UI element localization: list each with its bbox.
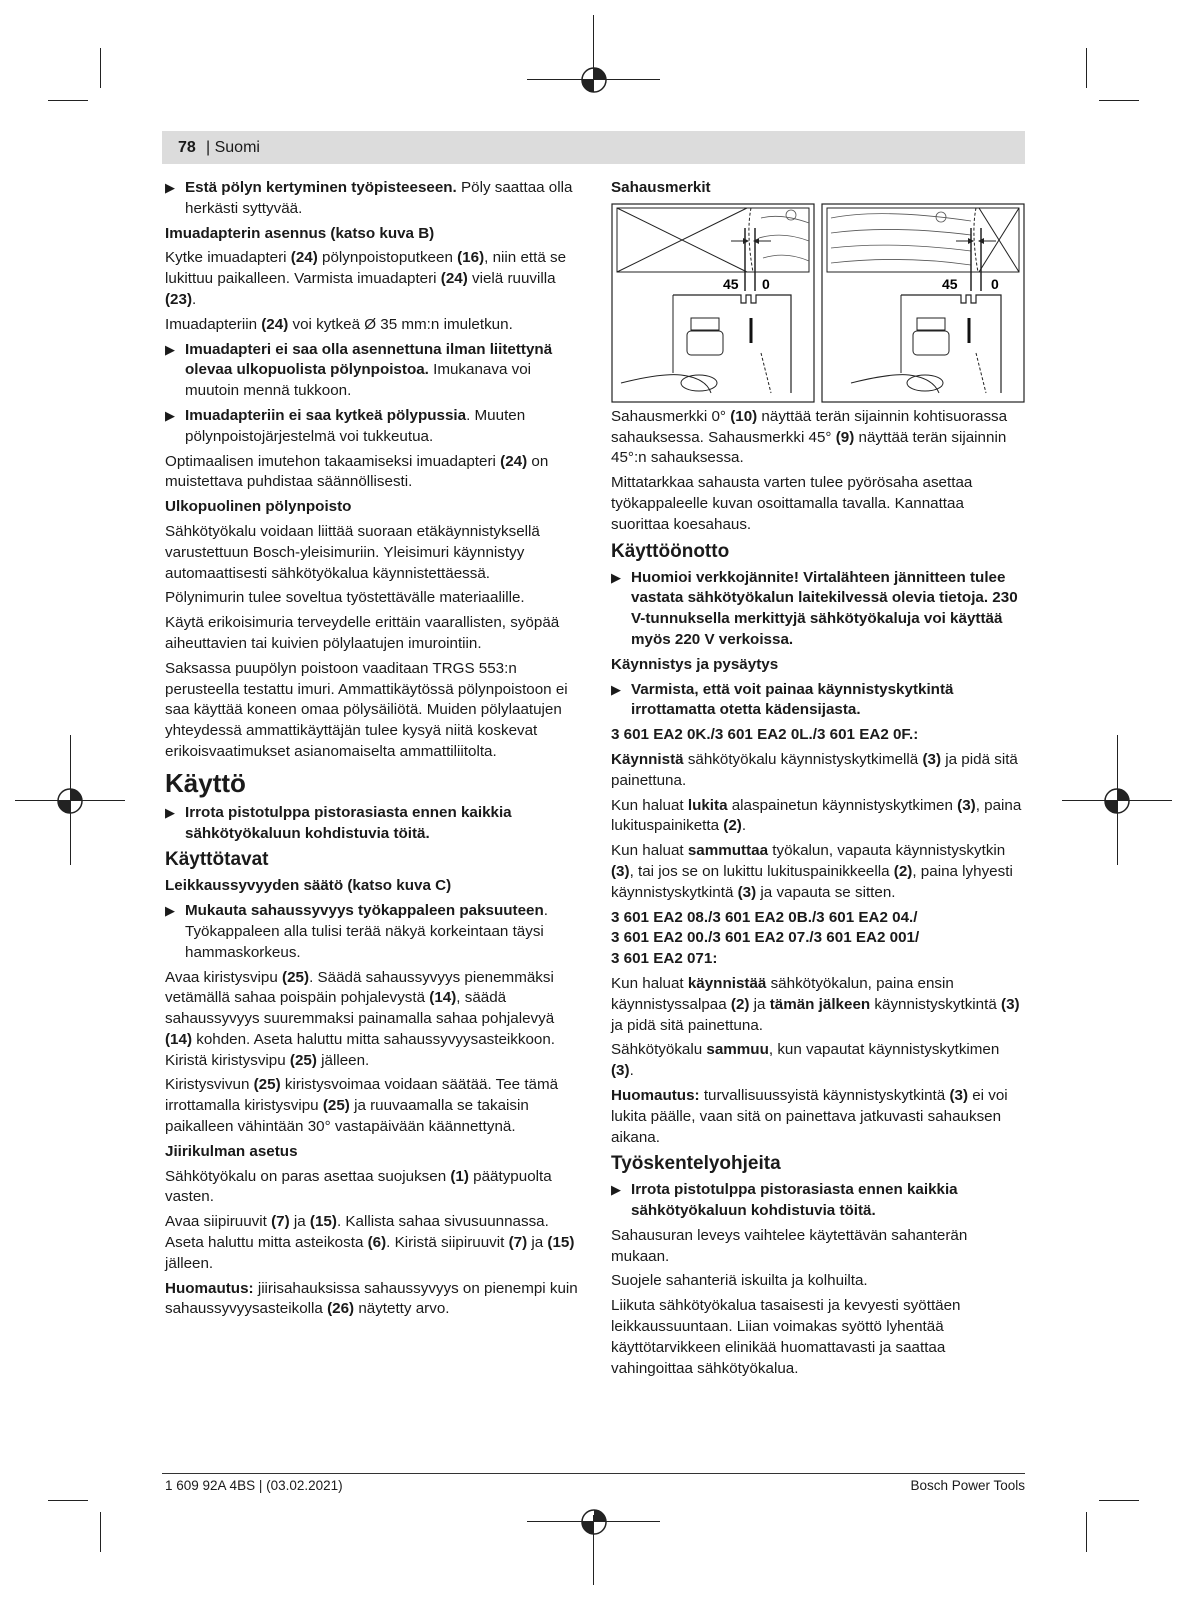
mark-45-label: 45: [942, 275, 958, 292]
mark-0-label: 0: [762, 275, 770, 292]
header-bar: [162, 131, 1025, 164]
saw-marks-figures: [611, 203, 1025, 403]
crop-mark: [1099, 1500, 1139, 1501]
registration-mark-icon: [53, 784, 87, 818]
page-section: | Suomi: [206, 139, 260, 156]
paragraph: Imuadapteriin (24) voi kytkeä Ø 35 mm:n imuletkun.: [165, 315, 513, 333]
paragraph: Suojele sahanteriä iskuilta ja kolhuilta.: [611, 1272, 868, 1290]
mark-0-label: 0: [991, 275, 999, 292]
subheading: Leikkaussyvyyden säätö (katso kuva C): [165, 877, 452, 895]
arrow-bullet-icon: ▶: [611, 1182, 621, 1198]
crop-mark: [1099, 100, 1139, 101]
paragraph: Mittatarkkaa sahausta varten tulee pyörösaha asettaa työkappaleelle kuvan osoittamalla tavalla. Kannattaa suorittaa koesahaus.: [611, 474, 973, 533]
paragraph: Kun haluat lukita alaspainetun käynnistyskytkimen (3), paina lukituspainiketta (2).: [611, 796, 1022, 835]
warning-item: ▶ Huomioi verkkojännite! Virtalähteen jännitteen tulee vastata sähkötyökalun laitekilvessä olevia tietoja. 230 V-tunnuksella merkittyjä sähkötyökaluja voi käyttää myös 220 V verkoissa.: [611, 568, 1018, 648]
footer-doc-id: 1 609 92A 4BS | (03.02.2021): [165, 1478, 343, 1493]
paragraph: Kytke imuadapteri (24) pölynpoistoputkeen (16), niin että se lukittuu paikalleen. Varmista imuadapteri (24) vielä ruuvilla (23).: [165, 249, 567, 308]
subheading: Jiirikulman asetus: [165, 1142, 298, 1160]
subheading: Sahausmerkit: [611, 179, 711, 196]
saw-mark-0-figure: [611, 203, 815, 403]
paragraph: Sahausuran leveys vaihtelee käytettävän sahanterän mukaan.: [611, 1226, 968, 1265]
page-number: 78: [178, 139, 196, 156]
paragraph: Sähkötyökalu voidaan liittää suoraan etäkäynnistyksellä varustettuun Bosch-yleisimuriin. Yleisimuri käynnistyy automaattisesti sähkötyökalua käynnistettäessä.: [165, 522, 540, 582]
registration-mark-icon: [577, 1505, 611, 1539]
crop-mark: [48, 100, 88, 101]
arrow-bullet-icon: ▶: [611, 569, 621, 585]
paragraph: Saksassa puupölyn poistoon vaaditaan TRGS 553:n perusteella testattu imuri. Ammattikäytössä pölynpoistoon ei saa käyttää koneen omaa pölysäiliötä. Muiden pölylaatujen yhteydessä ammattikäyttäjän tulee kysyä niitä koskevat erikoisvaatimukset asianomaiselta ammattiliitolta.: [165, 659, 568, 760]
arrow-bullet-icon: ▶: [611, 681, 621, 697]
warning-item: ▶ Imuadapteri ei saa olla asennettuna ilman liitettynä olevaa ulkopuolista pölynpoistoa. Imukanava voi muutoin mennä tukkoon.: [165, 340, 553, 400]
warning-item: ▶ Mukauta sahaussyvyys työkappaleen paksuuteen. Työkappaleen alla tulisi terää näkyä korkeintaan täysi hammaskorkeus.: [165, 902, 548, 961]
paragraph: Huomautus: turvallisuussyistä käynnistyskytkintä (3) ei voi lukita päälle, vaan sitä on painettava jatkuvasti sahauksen aikana.: [611, 1086, 1008, 1146]
subheading: 3 601 EA2 08./3 601 EA2 0B./3 601 EA2 04./ 3 601 EA2 00./3 601 EA2 07./3 601 EA2 001/ 3 601 EA2 071:: [611, 908, 920, 968]
footer-brand: Bosch Power Tools: [910, 1478, 1025, 1493]
paragraph: Sahausmerkki 0° (10) näyttää terän sijainnin kohtisuorassa sahauksessa. Sahausmerkki 45° (9) näyttää terän sijainnin 45°:n sahauksessa.: [611, 407, 1008, 467]
arrow-bullet-icon: ▶: [165, 341, 175, 357]
subheading: Ulkopuolinen pölynpoisto: [165, 498, 352, 516]
arrow-bullet-icon: ▶: [165, 180, 175, 195]
paragraph: Avaa siipiruuvit (7) ja (15). Kallista sahaa sivusuunnassa. Aseta haluttu mitta asteikosta (6). Kiristä siipiruuvit (7) ja (15) jälleen.: [165, 1213, 575, 1272]
mark-45-label: 45: [723, 275, 739, 292]
subheading: Käynnistys ja pysäytys: [611, 655, 779, 673]
crop-mark: [48, 1500, 88, 1501]
paragraph: Käynnistä sähkötyökalu käynnistyskytkimellä (3) ja pidä sitä painettuna.: [611, 750, 1018, 789]
footer-rule: [162, 1473, 1025, 1474]
section-heading: Käyttötavat: [165, 849, 269, 871]
registration-mark-icon: [1100, 784, 1134, 818]
paragraph: Huomautus: jiirisahauksissa sahaussyvyys on pienempi kuin sahaussyvyysasteikolla (26) näytetty arvo.: [165, 1279, 578, 1318]
subheading: 3 601 EA2 0K./3 601 EA2 0L./3 601 EA2 0F.:: [611, 726, 919, 744]
paragraph: Kun haluat sammuttaa työkalun, vapauta käynnistyskytkin (3), tai jos se on lukittu lukituspainikkeella (2), paina lyhyesti käynnistyskytkintä (3) ja vapauta se sitten.: [611, 842, 1013, 901]
crop-mark: [1086, 48, 1087, 88]
warning-item: ▶ Estä pölyn kertyminen työpisteeseen. Pöly saattaa olla herkästi syttyvää.: [165, 179, 573, 217]
paragraph: Sähkötyökalu on paras asettaa suojuksen (1) päätypuolta vasten.: [165, 1167, 552, 1206]
subheading: Imuadapterin asennus (katso kuva B): [165, 224, 435, 242]
paragraph: Kiristysvivun (25) kiristysvoimaa voidaan säätää. Tee tämä irrottamalla kiristysvipu (25) ja ruuvaamalla se takaisin paikalleen vähintään 30° vastapäivään käännettynä.: [165, 1076, 559, 1136]
paragraph: Avaa kiristysvipu (25). Säädä sahaussyvyys pienemmäksi vetämällä sahaa poispäin pohjalevystä (14), säädä sahaussyvyys suuremmaksi painamalla sahaa pohjalevyä (14) kohden. Aseta haluttu mitta sahaussyvyysasteikkoon. Kiristä kiristysvipu (25) jälleen.: [165, 968, 556, 1069]
paragraph: Käytä erikoisimuria terveydelle erittäin vaarallisten, syöpää aiheuttavien tai kuivien pölylaatujen imurointiin.: [165, 614, 560, 652]
right-column: [611, 178, 1025, 1383]
crop-mark: [100, 48, 101, 88]
warning-item: ▶ Imuadapteriin ei saa kytkeä pölypussia. Muuten pölynpoistojärjestelmä voi tukkeutua.: [165, 406, 526, 445]
arrow-bullet-icon: ▶: [165, 903, 175, 919]
paragraph: Optimaalisen imutehon takaamiseksi imuadapteri (24) on muistettava puhdistaa säännöllisesti.: [165, 452, 549, 491]
saw-mark-45-figure: [821, 203, 1025, 403]
registration-mark-icon: [577, 63, 611, 97]
section-heading: Työskentelyohjeita: [611, 1153, 781, 1175]
paragraph: Sähkötyökalu sammuu, kun vapautat käynnistyskytkimen (3).: [611, 1041, 1000, 1080]
crop-mark: [1086, 1512, 1087, 1552]
warning-item: ▶ Irrota pistotulppa pistorasiasta ennen kaikkia sähkötyökaluun kohdistuvia töitä.: [611, 1181, 958, 1220]
paragraph: Pölynimurin tulee soveltua työstettävälle materiaalille.: [165, 589, 525, 607]
warning-item: ▶ Varmista, että voit painaa käynnistyskytkintä irrottamatta otetta kädensijasta.: [611, 680, 954, 719]
section-heading: Käyttöönotto: [611, 540, 730, 562]
warning-item: ▶ Irrota pistotulppa pistorasiasta ennen kaikkia sähkötyökaluun kohdistuvia töitä.: [165, 803, 512, 842]
arrow-bullet-icon: ▶: [165, 407, 175, 423]
arrow-bullet-icon: ▶: [165, 804, 175, 820]
paragraph: Kun haluat käynnistää sähkötyökalun, paina ensin käynnistyssalpaa (2) ja tämän jälkeen käynnistyskytkintä (3) ja pidä sitä painettuna.: [611, 974, 1020, 1034]
crop-mark: [100, 1512, 101, 1552]
section-heading: Käyttö: [165, 767, 246, 798]
paragraph: Liikuta sähkötyökalua tasaisesti ja kevyesti syöttäen leikkaussuuntaan. Liian voimakas syöttö lyhentää käyttötarvikkeen elinikää huomattavasti ja saattaa vahingoittaa sähkötyökalua.: [611, 1297, 961, 1377]
left-column: [165, 178, 578, 1324]
